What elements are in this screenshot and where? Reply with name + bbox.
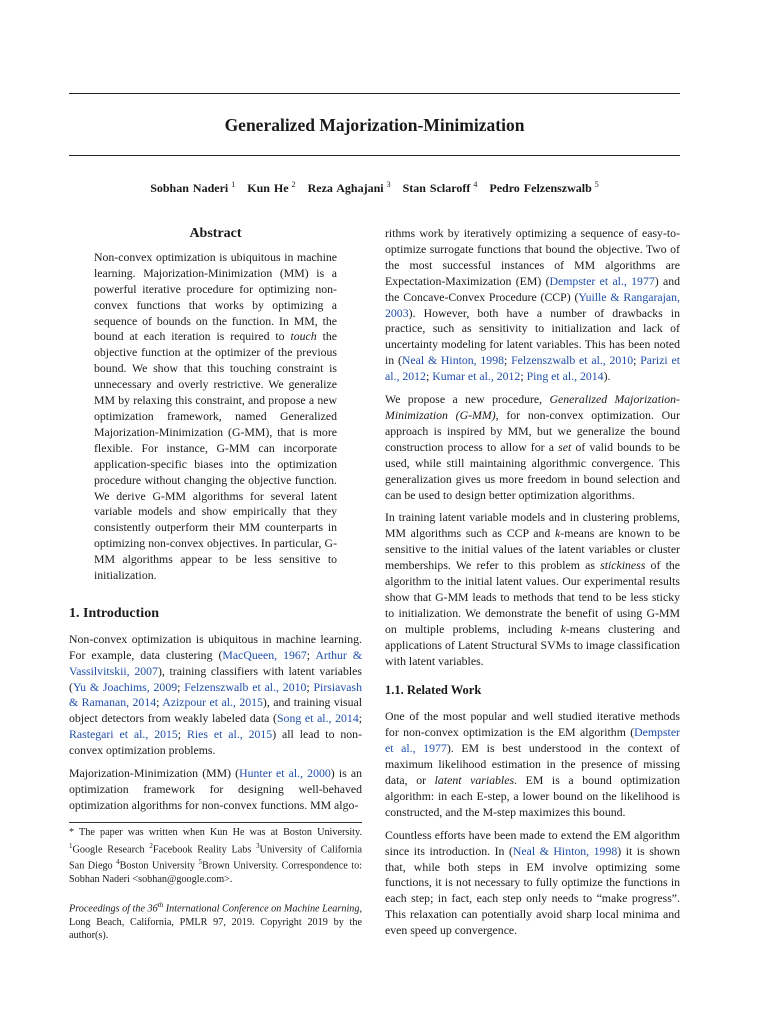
text-run: ) it is shown that, while both steps in EM involve optimizing some functions, it is not necessary to fully optimize the functions in each step; in fact, each step only needs to “make progress”. This relaxation can potentially avoid sharp local minima and even speed up convergence. xyxy=(385,843,680,938)
citation-link[interactable]: Rastegari et al., 2015 xyxy=(69,727,178,742)
citation-link[interactable]: Neal & Hinton, 1998 xyxy=(512,843,618,858)
intro-paragraph-2 xyxy=(69,766,362,814)
emphasis: touch xyxy=(290,329,317,344)
text-run: ; xyxy=(306,679,314,694)
citation-link[interactable]: Neal & Hinton, 1998 xyxy=(401,353,504,368)
abstract-text xyxy=(94,250,337,584)
text-run: -means are known to be sensitive to the initial values of the latent variables or cluster memberships. We refer to this problem as xyxy=(385,526,680,573)
emphasis: International Conference on Machine Learning xyxy=(163,903,360,915)
right-paragraph-2 xyxy=(385,392,680,503)
author-name: Reza Aghajani xyxy=(307,181,384,195)
paper-title: Generalized Majorization-Minimization xyxy=(224,115,525,135)
citation-link[interactable]: Azizpour et al., 2015 xyxy=(162,695,263,710)
text-run: ; xyxy=(156,695,163,710)
text-run: Majorization-Minimization (MM) ( xyxy=(69,766,240,781)
right-paragraph-3 xyxy=(385,510,680,669)
text-run: ; xyxy=(425,369,433,384)
author-name: Sobhan Naderi xyxy=(150,181,229,195)
text-run: of the algorithm to the initial latent values. Our experimental results show that G-MM leads to methods that tend to be less sticky to initialization. We demonstrate the benefit of using G-MM on multiple problems, including xyxy=(385,558,680,636)
text-run: Facebook Reality Labs xyxy=(152,843,257,855)
text-run: , Long Beach, California, PMLR 97, 2019. Copyright 2019 by the author(s). xyxy=(69,903,363,942)
footnotes xyxy=(69,822,362,943)
citation-link[interactable]: Ping et al., 2014 xyxy=(526,369,604,384)
introduction-heading: 1. Introduction xyxy=(69,605,159,621)
abstract-heading: Abstract xyxy=(189,226,242,241)
text-run: of valid bounds to be used, while still maintaining algorithmic convergence. This generalization gives us more freedom in bound selection and can be used to design better optimization algorithms. xyxy=(385,439,680,502)
emphasis: k xyxy=(560,621,566,636)
related-work-heading: 1.1. Related Work xyxy=(385,683,482,698)
text-run: ; xyxy=(358,711,363,726)
author-name: Kun He xyxy=(247,181,289,195)
emphasis: k xyxy=(555,526,561,541)
emphasis: set xyxy=(558,439,572,454)
author-name: Pedro Felzenszwalb xyxy=(489,181,592,195)
text-run: ). EM is best understood in the context of maximum likelihood estimation in the presence of missing data, or xyxy=(385,741,680,787)
author-affiliation-mark: 3 xyxy=(383,180,391,189)
related-paragraph-2 xyxy=(385,828,680,939)
text-run: One of the most popular and well studied iterative methods for non-convex optimization is the EM algorithm ( xyxy=(385,709,680,740)
text-run: rithms work by iteratively optimizing a sequence of easy-to-optimize surrogate functions that bound the objective. Two of the most successful instances of MM algorithms are Expectation-Maximization (EM) ( xyxy=(385,226,680,288)
author-affiliation-mark: 4 xyxy=(470,180,478,189)
text-run: ; xyxy=(504,353,512,368)
text-run: . EM is a bound optimization algorithm: in each E-step, a lower bound on the likelihood is constructed, and the M-step maximizes this bound. xyxy=(385,773,680,819)
citation-link[interactable]: Yu & Joachims, 2009 xyxy=(72,679,178,694)
text-run: ) and the Concave-Convex Procedure (CCP) ( xyxy=(385,273,680,304)
citation-link[interactable]: Dempster et al., 1977 xyxy=(385,725,680,756)
text-run: * The paper was written when Kun He was at Boston University. xyxy=(69,827,362,838)
text-run: ; xyxy=(633,353,641,368)
citation-link[interactable]: Parizi et al., 2012 xyxy=(385,353,680,384)
intro-paragraph-1 xyxy=(69,632,362,759)
text-run: ), training classifiers with latent variables ( xyxy=(69,663,362,694)
text-run: ) is an optimization framework for designing well-behaved optimization algorithms for non-convex functions. MM algo- xyxy=(69,766,362,812)
proceedings-note xyxy=(69,899,362,943)
text-run: University of California San Diego xyxy=(69,843,362,872)
right-paragraph-1 xyxy=(385,226,680,385)
text-run: Countless efforts have been made to extend the EM algorithm since its introduction. In ( xyxy=(385,827,680,858)
superscript: 5 xyxy=(198,858,202,867)
text-run: Boston University xyxy=(119,860,199,872)
text-run: Google Research xyxy=(72,843,150,855)
superscript: th xyxy=(157,900,164,909)
emphasis: stickiness xyxy=(600,558,646,573)
citation-link[interactable]: Felzenszwalb et al., 2010 xyxy=(184,679,307,694)
citation-link[interactable]: Pirsiavash & Ramanan, 2014 xyxy=(69,679,362,710)
text-run: ). xyxy=(603,369,611,384)
author xyxy=(403,181,478,195)
affiliation-footnote xyxy=(69,826,362,887)
citation-link[interactable]: Kumar et al., 2012 xyxy=(432,369,521,384)
right-column xyxy=(385,226,680,939)
text-run: Non-convex optimization is ubiquitous in machine learning. Majorization-Minimization (MM) is a powerful iterative procedure for optimizing non-convex functions that works by optimizing a sequence of bounds on the function. In MM, the bound at each iteration is required to xyxy=(94,249,337,344)
citation-link[interactable]: MacQueen, 1967 xyxy=(222,647,307,662)
author-affiliation-mark: 2 xyxy=(288,180,296,189)
text-run: ). However, both have a number of drawbacks in practice, such as sensitivity to initialization and lack of uncertainty modeling for latent variables. This has been noted in ( xyxy=(385,305,680,368)
text-run: ; xyxy=(306,647,316,662)
author-affiliation-mark: 5 xyxy=(591,180,599,189)
text-run: , for non-convex optimization. Our approach is inspired by MM, but we generalize the bound construction process to allow for a xyxy=(385,407,680,454)
author-list xyxy=(69,180,680,196)
text-run: ) all lead to non-convex optimization problems. xyxy=(69,727,362,758)
citation-link[interactable]: Felzenszwalb et al., 2010 xyxy=(511,353,634,368)
superscript: 1 xyxy=(69,841,73,850)
text-run: ), and training visual object detectors from weakly labeled data ( xyxy=(69,695,362,726)
text-run: Non-convex optimization is ubiquitous in machine learning. For example, data clustering ( xyxy=(69,631,362,662)
citation-link[interactable]: Yuille & Rangarajan, 2003 xyxy=(385,289,680,320)
text-run: Brown University. Correspondence to: Sobhan Naderi <sobhan@google.com>. xyxy=(69,860,362,886)
author xyxy=(247,181,295,195)
left-column xyxy=(69,226,362,814)
text-run: ; xyxy=(520,369,527,384)
citation-link[interactable]: Arthur & Vassilvitskii, 2007 xyxy=(69,647,363,678)
text-run: ; xyxy=(177,727,187,742)
author xyxy=(150,181,235,195)
title-bottom-rule xyxy=(69,155,680,156)
text-run: In training latent variable models and in clustering problems, MM algorithms such as CCP and xyxy=(385,510,680,541)
citation-link[interactable]: Hunter et al., 2000 xyxy=(239,766,331,781)
author xyxy=(489,181,598,195)
citation-link[interactable]: Dempster et al., 1977 xyxy=(549,273,655,288)
superscript: 3 xyxy=(256,841,260,850)
text-run: We propose a new procedure, xyxy=(385,392,550,407)
author xyxy=(308,181,391,195)
superscript: 2 xyxy=(149,841,153,850)
citation-link[interactable]: Song et al., 2014 xyxy=(276,711,359,726)
superscript: 4 xyxy=(116,858,120,867)
emphasis: latent variables xyxy=(434,773,515,787)
author-name: Stan Sclaroff xyxy=(402,181,471,195)
emphasis: Generalized Majorization-Minimization (G-MM) xyxy=(385,392,680,422)
citation-link[interactable]: Ries et al., 2015 xyxy=(186,727,273,742)
text-run: -means clustering and applications of Latent Structural SVMs to image classification with latent variables. xyxy=(385,621,680,668)
text-run: the objective function at the optimizer of the previous bound. We show that this touching constraint is unnecessary and overly restrictive. We generalize MM by relaxing this constraint, and propose a new optimization framework, named Generalized Majorization-Minimization (G-MM), that is more flexible. For instance, G-MM can incorporate application-specific biases into the optimization procedure without changing the objective function. We derive G-MM algorithms for several latent variable models and show empirically that they consistently outperform their MM counterparts in optimizing non-convex objectives. In particular, G-MM algorithms appear to be less sensitive to initialization. xyxy=(94,329,337,583)
top-rule xyxy=(69,93,680,94)
author-affiliation-mark: 1 xyxy=(228,180,236,189)
emphasis: Proceedings of the 36 xyxy=(69,903,158,915)
related-paragraph-1 xyxy=(385,709,680,820)
text-run: ; xyxy=(177,679,185,694)
